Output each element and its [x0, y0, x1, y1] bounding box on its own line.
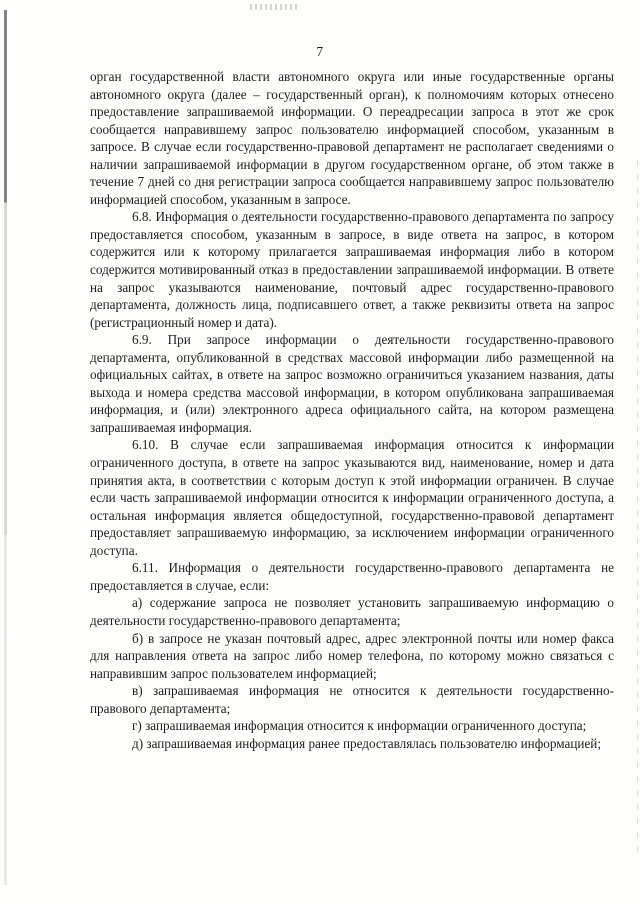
- page-number: 7: [316, 44, 324, 59]
- paragraph-6-11: 6.11. Информация о деятельности государственно-правового департамента не предоставляется в случае, если:: [90, 560, 614, 593]
- scan-smudge: [250, 4, 300, 10]
- paragraph-6-9: 6.9. При запросе информации о деятельности государственно-правового департамента, опубликованной в средствах массовой информации либо размещенной на официальных сайтах, в ответе на запрос возможно ограничиться указанием названия, даты выхода и номера средства массовой информации, в котором опубликована запрашиваемая информация, и (или) электронного адреса официального сайта, на котором размещена запрашиваемая информация.: [90, 332, 614, 435]
- list-item-b: б) в запросе не указан почтовый адрес, адрес электронной почты или номер факса для направления ответа на запрос либо номер телефона, по которому можно связаться с направившим запрос пользователем информацией;: [90, 630, 614, 681]
- list-item-g: г) запрашиваемая информация относится к информации ограниченного доступа;: [132, 718, 587, 734]
- scan-binding-edge: [4, 10, 7, 885]
- paragraph-continuation: орган государственной власти автономного округа или иные государственные органы автономного округа (далее – государственный орган), к полномочиям которых отнесено предоставление запрашиваемой информации. О переадресации запроса в этот же срок сообщается направившему запрос пользователю информацией способом, указанным в запросе. В случае если государственно-правовой департамент не располагает сведениями о наличии запрашиваемой информации в другом государственном органе, об этом также в течение 7 дней со дня регистрации запроса сообщается направившему запрос пользователю информацией способом, указанным в запросе.: [90, 69, 614, 207]
- scan-right-edge: [637, 160, 638, 860]
- list-item-a: а) содержание запроса не позволяет установить запрашиваемую информацию о деятельности государственно-правового департамента;: [90, 595, 614, 628]
- paragraph-6-8: 6.8. Информация о деятельности государственно-правового департамента по запросу предоставляется способом, указанным в запросе, в виде ответа на запрос, в котором содержится или к которому прилагается запрашиваемая информация либо в котором содержится мотивированный отказ в предоставлении запрашиваемой информации. В ответе на запрос указываются наименование, почтовый адрес государственно-правового департамента, должность лица, подписавшего ответ, а также реквизиты ответа на запрос (регистрационный номер и дата).: [90, 209, 614, 330]
- list-item-d: д) запрашиваемая информация ранее предоставлялась пользователю информацией;: [132, 735, 602, 751]
- paragraph-6-10: 6.10. В случае если запрашиваемая информация относится к информации ограниченного доступа, в ответе на запрос указываются вид, наименование, номер и дата принятия акта, в соответствии с которым доступ к этой информации ограничен. В случае если часть запрашиваемой информации относится к информации ограниченного доступа, а остальная информация является общедоступной, государственно-правовой департамент предоставляет запрашиваемую информацию, за исключением информации ограниченного доступа.: [90, 437, 614, 558]
- list-item-v: в) запрашиваемая информация не относится к деятельности государственно-правового департамента;: [90, 683, 614, 716]
- document-body: [90, 68, 614, 752]
